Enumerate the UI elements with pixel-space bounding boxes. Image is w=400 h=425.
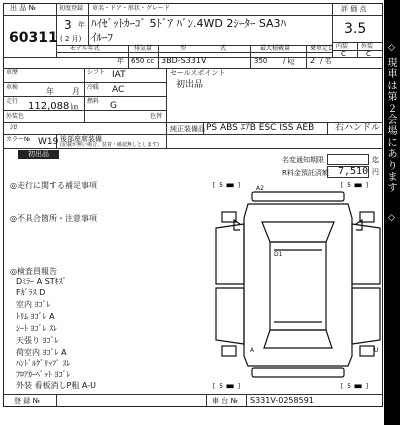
mileage-value: 112,088 xyxy=(28,101,70,112)
score-label: 評 価 点 xyxy=(341,5,367,13)
color-no-value: W19 xyxy=(38,137,59,147)
displacement-value: 650 cc xyxy=(131,57,155,65)
exterior-color-value: ｼﾛ xyxy=(10,123,17,131)
exterior-color-label: 外装色 xyxy=(6,113,25,120)
recycle-fee-unit: 円 xyxy=(372,168,379,176)
report-line: 室内 ﾖｺﾞﾚ xyxy=(16,300,51,309)
mileage-label: 走行 xyxy=(6,98,19,105)
model-year-unit: 年 xyxy=(117,57,124,65)
color-no-label: カラー№ xyxy=(6,136,31,143)
scale-right-bottom: [ 5 ■■ ] xyxy=(340,383,369,390)
scale-left-bottom: [ 5 ■■ ] xyxy=(212,383,241,390)
report-line: ﾄﾘﾑ ﾖｺﾞﾚ A xyxy=(16,312,55,321)
sales-point-value: 初出品 xyxy=(176,80,204,90)
interior-grade: C xyxy=(341,50,346,58)
diamond-icon: ◇ xyxy=(388,43,395,53)
exterior-grade: C xyxy=(366,50,371,58)
inspector-heading: ◎検査員報告 xyxy=(10,267,57,276)
scale-right: [ 5 ■■ ] xyxy=(340,182,369,189)
report-line: ｼｰﾄ ﾖｺﾞﾚ ｽﾚ xyxy=(16,324,58,333)
car-name-label: 車名・ドア・形状・グレード xyxy=(92,5,170,12)
recycle-fee-value: 7,510 xyxy=(338,166,369,177)
mark-d1: D1 xyxy=(274,251,283,258)
capacity-value: 2 xyxy=(310,56,316,65)
chassis-no-label: 車 台 № xyxy=(212,397,238,405)
vehicle-damage-diagram xyxy=(212,180,384,392)
max-load-label: 最大積載量 xyxy=(260,45,291,52)
mark-u-right: U xyxy=(374,347,379,354)
mark-a2: A2 xyxy=(256,185,264,192)
mark-a-left: A xyxy=(250,347,255,354)
sales-point-label: セールスポイント xyxy=(170,69,226,77)
venue-notice-text: 現車は第２会場にあります xyxy=(387,58,398,195)
equipment-value: PS ABS ｴｱB ESC ISS AEB xyxy=(206,123,315,133)
type-label-2: 式 xyxy=(220,45,227,52)
mileage-unit: ㎞ xyxy=(71,103,78,111)
max-load-unit: / ㎏ xyxy=(283,57,295,65)
report-line: Fｶﾞﾗｽ D xyxy=(16,288,46,297)
shift-label: シフト xyxy=(87,69,106,76)
history-label: 車歴 xyxy=(6,69,19,76)
steering-handle: 右ハンドル xyxy=(335,123,381,133)
registration-deadline-label: 名変通知期限 xyxy=(282,156,324,164)
report-line: ﾊﾝﾄﾞﾙｸﾞﾘｯﾌﾟ ｽﾚ xyxy=(16,359,71,368)
evaluation-score: 3.5 xyxy=(344,21,367,37)
color-change-label: 色替 xyxy=(150,113,163,120)
scale-left: [ 5 ■■ ] xyxy=(212,182,241,189)
defect-heading: ◎不具合箇所・注意事項 xyxy=(10,214,97,223)
inspection-month-unit: 月 xyxy=(72,87,80,96)
exhibit-no-label: 出 品 № xyxy=(10,4,36,12)
first-exhibit-tag: 初出品 xyxy=(18,150,59,159)
exhibit-number: 60311 xyxy=(9,30,58,46)
diamond-icon: ◇ xyxy=(388,213,395,223)
ac-label: 冷暖 xyxy=(87,84,100,91)
first-registration-label: 初度登録 xyxy=(59,5,84,12)
registration-year: 3 xyxy=(64,18,72,32)
report-line: 外装 看板消しP粗 A-U xyxy=(16,381,96,390)
report-line: ﾌﾛｱｶｰﾍﾟｯﾄ ﾖｺﾞﾚ xyxy=(16,370,71,379)
car-name-line1: ﾊｲｾﾞｯﾄｶｰｺﾞ 5ﾄﾞｱ ﾊﾞﾝ.4WD 2ｼｰﾀｰ SA3ﾊ xyxy=(91,17,287,30)
registration-deadline-unit: 迄 xyxy=(372,156,379,164)
capacity-unit: / 名 xyxy=(320,57,332,65)
rear-seat-label: 後部座席装備 xyxy=(60,135,102,143)
model-year-label: モデル年式 xyxy=(70,45,100,52)
report-line: 天張り ﾖｺﾞﾚ xyxy=(16,336,59,345)
ac-value: AC xyxy=(112,85,125,95)
exterior-label: 外装 xyxy=(361,43,374,50)
recycle-fee-label: R料金預託済額 xyxy=(282,169,329,177)
max-load-value: 350 xyxy=(254,57,268,65)
fuel-label: 燃料 xyxy=(87,98,100,105)
chassis-no-value: S331V-0258591 xyxy=(250,396,314,405)
shift-value: IAT xyxy=(112,70,126,80)
supplement-heading: ◎走行に関する補足事項 xyxy=(10,181,97,190)
report-line: 荷室内 ﾖｺﾞﾚ A xyxy=(16,348,67,357)
model-type-value: 3BD-S331V xyxy=(161,56,207,65)
inspection-year-unit: 年 xyxy=(46,87,54,96)
equipment-label: 純正装備品 xyxy=(170,125,205,133)
registration-month: ( 2 月) xyxy=(60,35,82,43)
inspection-label: 車検 xyxy=(6,84,19,91)
rear-seat-note: (記載が無い場合、装着・確認無しとします) xyxy=(60,142,159,148)
type-label: 型 xyxy=(180,45,187,52)
displacement-label: 排気量 xyxy=(134,45,153,52)
registration-no-label: 登 録 № xyxy=(14,397,40,405)
capacity-label: 乗車定員 xyxy=(310,45,335,52)
car-name-line2: ｲﾙｰﾌ xyxy=(91,31,113,44)
registration-year-unit: 年 xyxy=(78,21,85,29)
fuel-value: G xyxy=(110,101,117,111)
interior-label: 内装 xyxy=(336,43,349,50)
report-line: Dﾐﾗｰ A STｷｽﾞ xyxy=(16,277,67,286)
